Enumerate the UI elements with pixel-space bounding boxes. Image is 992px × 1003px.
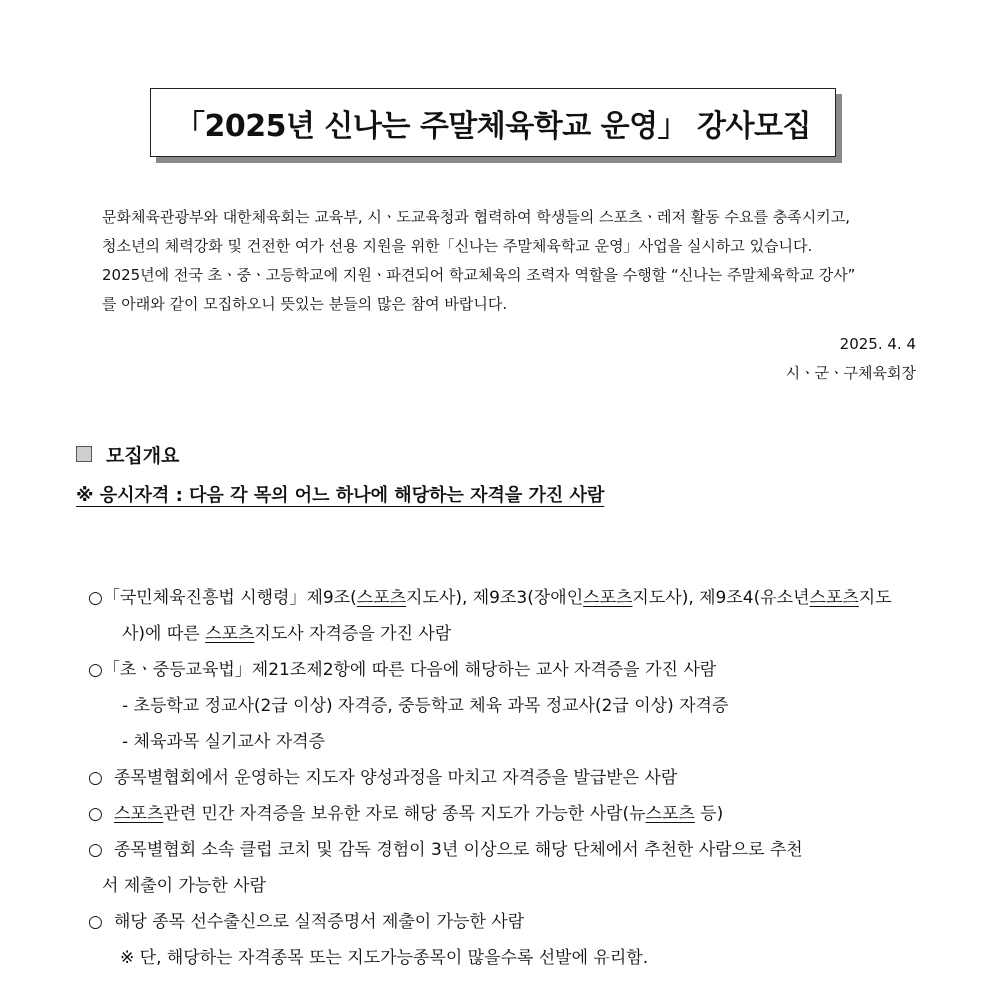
circle-bullet-icon: ○: [88, 804, 103, 824]
sub-item: - 체육과목 실기교사 자격증: [122, 732, 325, 752]
intro-paragraph: [102, 203, 917, 319]
sub-item: - 초등학교 정교사(2급 이상) 자격증, 중등학교 체육 과목 정교사(2급 이상) 자격증: [122, 696, 729, 716]
list-item: ○「초ㆍ중등교육법」제21조제2항에 따른 다음에 해당하는 교사 자격증을 가진 사람: [88, 660, 717, 680]
circle-bullet-icon: ○: [88, 660, 103, 680]
list-item-continued: 서 제출이 가능한 사람: [102, 876, 267, 896]
section-header: [76, 440, 179, 468]
list-item: ○ 종목별협회 소속 클럽 코치 및 감독 경험이 3년 이상으로 해당 단체에서 추천한 사람으로 추천: [88, 832, 918, 868]
list-item: ○ 스포츠관련 민간 자격증을 보유한 자로 해당 종목 지도가 가능한 사람(뉴스포츠 등): [88, 796, 918, 832]
intro-line: 문화체육관광부와 대한체육회는 교육부, 시ㆍ도교육청과 협력하여 학생들의 스포츠ㆍ레저 활동 수요를 충족시키고,: [102, 208, 850, 226]
circle-bullet-icon: ○: [88, 768, 103, 788]
square-bullet-icon: [76, 446, 92, 462]
list-item: ○「국민체육진흥법 시행령」제9조(스포츠지도사), 제9조3(장애인스포츠지도사), 제9조4(유소년스포츠지도: [88, 588, 892, 608]
list-item: ○ 해당 종목 선수출신으로 실적증명서 제출이 가능한 사람: [88, 904, 918, 940]
signer: 시ㆍ군ㆍ구체육회장: [785, 364, 916, 382]
intro-line: 를 아래와 같이 모집하오니 뜻있는 분들의 많은 참여 바랍니다.: [102, 295, 508, 313]
intro-line: 청소년의 체력강화 및 건전한 여가 선용 지원을 위한「신나는 주말체육학교 운영」사업을 실시하고 있습니다.: [102, 237, 813, 255]
list-item-continued: 사)에 따른 스포츠지도사 자격증을 가진 사람: [122, 624, 452, 644]
qualification-heading: ※ 응시자격 : 다음 각 목의 어느 하나에 해당하는 자격을 가진 사람: [76, 485, 605, 506]
announcement-date: 2025. 4. 4: [839, 335, 916, 353]
date-signature: [786, 330, 916, 388]
circle-bullet-icon: ○: [88, 912, 103, 932]
page-title: 「2025년 신나는 주말체육학교 운영」 강사모집: [175, 108, 811, 144]
intro-line: 2025년에 전국 초ㆍ중ㆍ고등학교에 지원ㆍ파견되어 학교체육의 조력자 역할을 수행할 “신나는 주말체육학교 강사”: [102, 266, 856, 284]
circle-bullet-icon: ○: [88, 588, 103, 608]
circle-bullet-icon: ○: [88, 840, 103, 860]
section-title: 모집개요: [106, 444, 180, 467]
qualification-list: [88, 580, 918, 976]
list-item: ○ 종목별협회에서 운영하는 지도자 양성과정을 마치고 자격증을 발급받은 사람: [88, 760, 918, 796]
note: ※ 단, 해당하는 자격종목 또는 지도가능종목이 많을수록 선발에 유리함.: [120, 948, 649, 968]
title-box: [150, 88, 836, 157]
